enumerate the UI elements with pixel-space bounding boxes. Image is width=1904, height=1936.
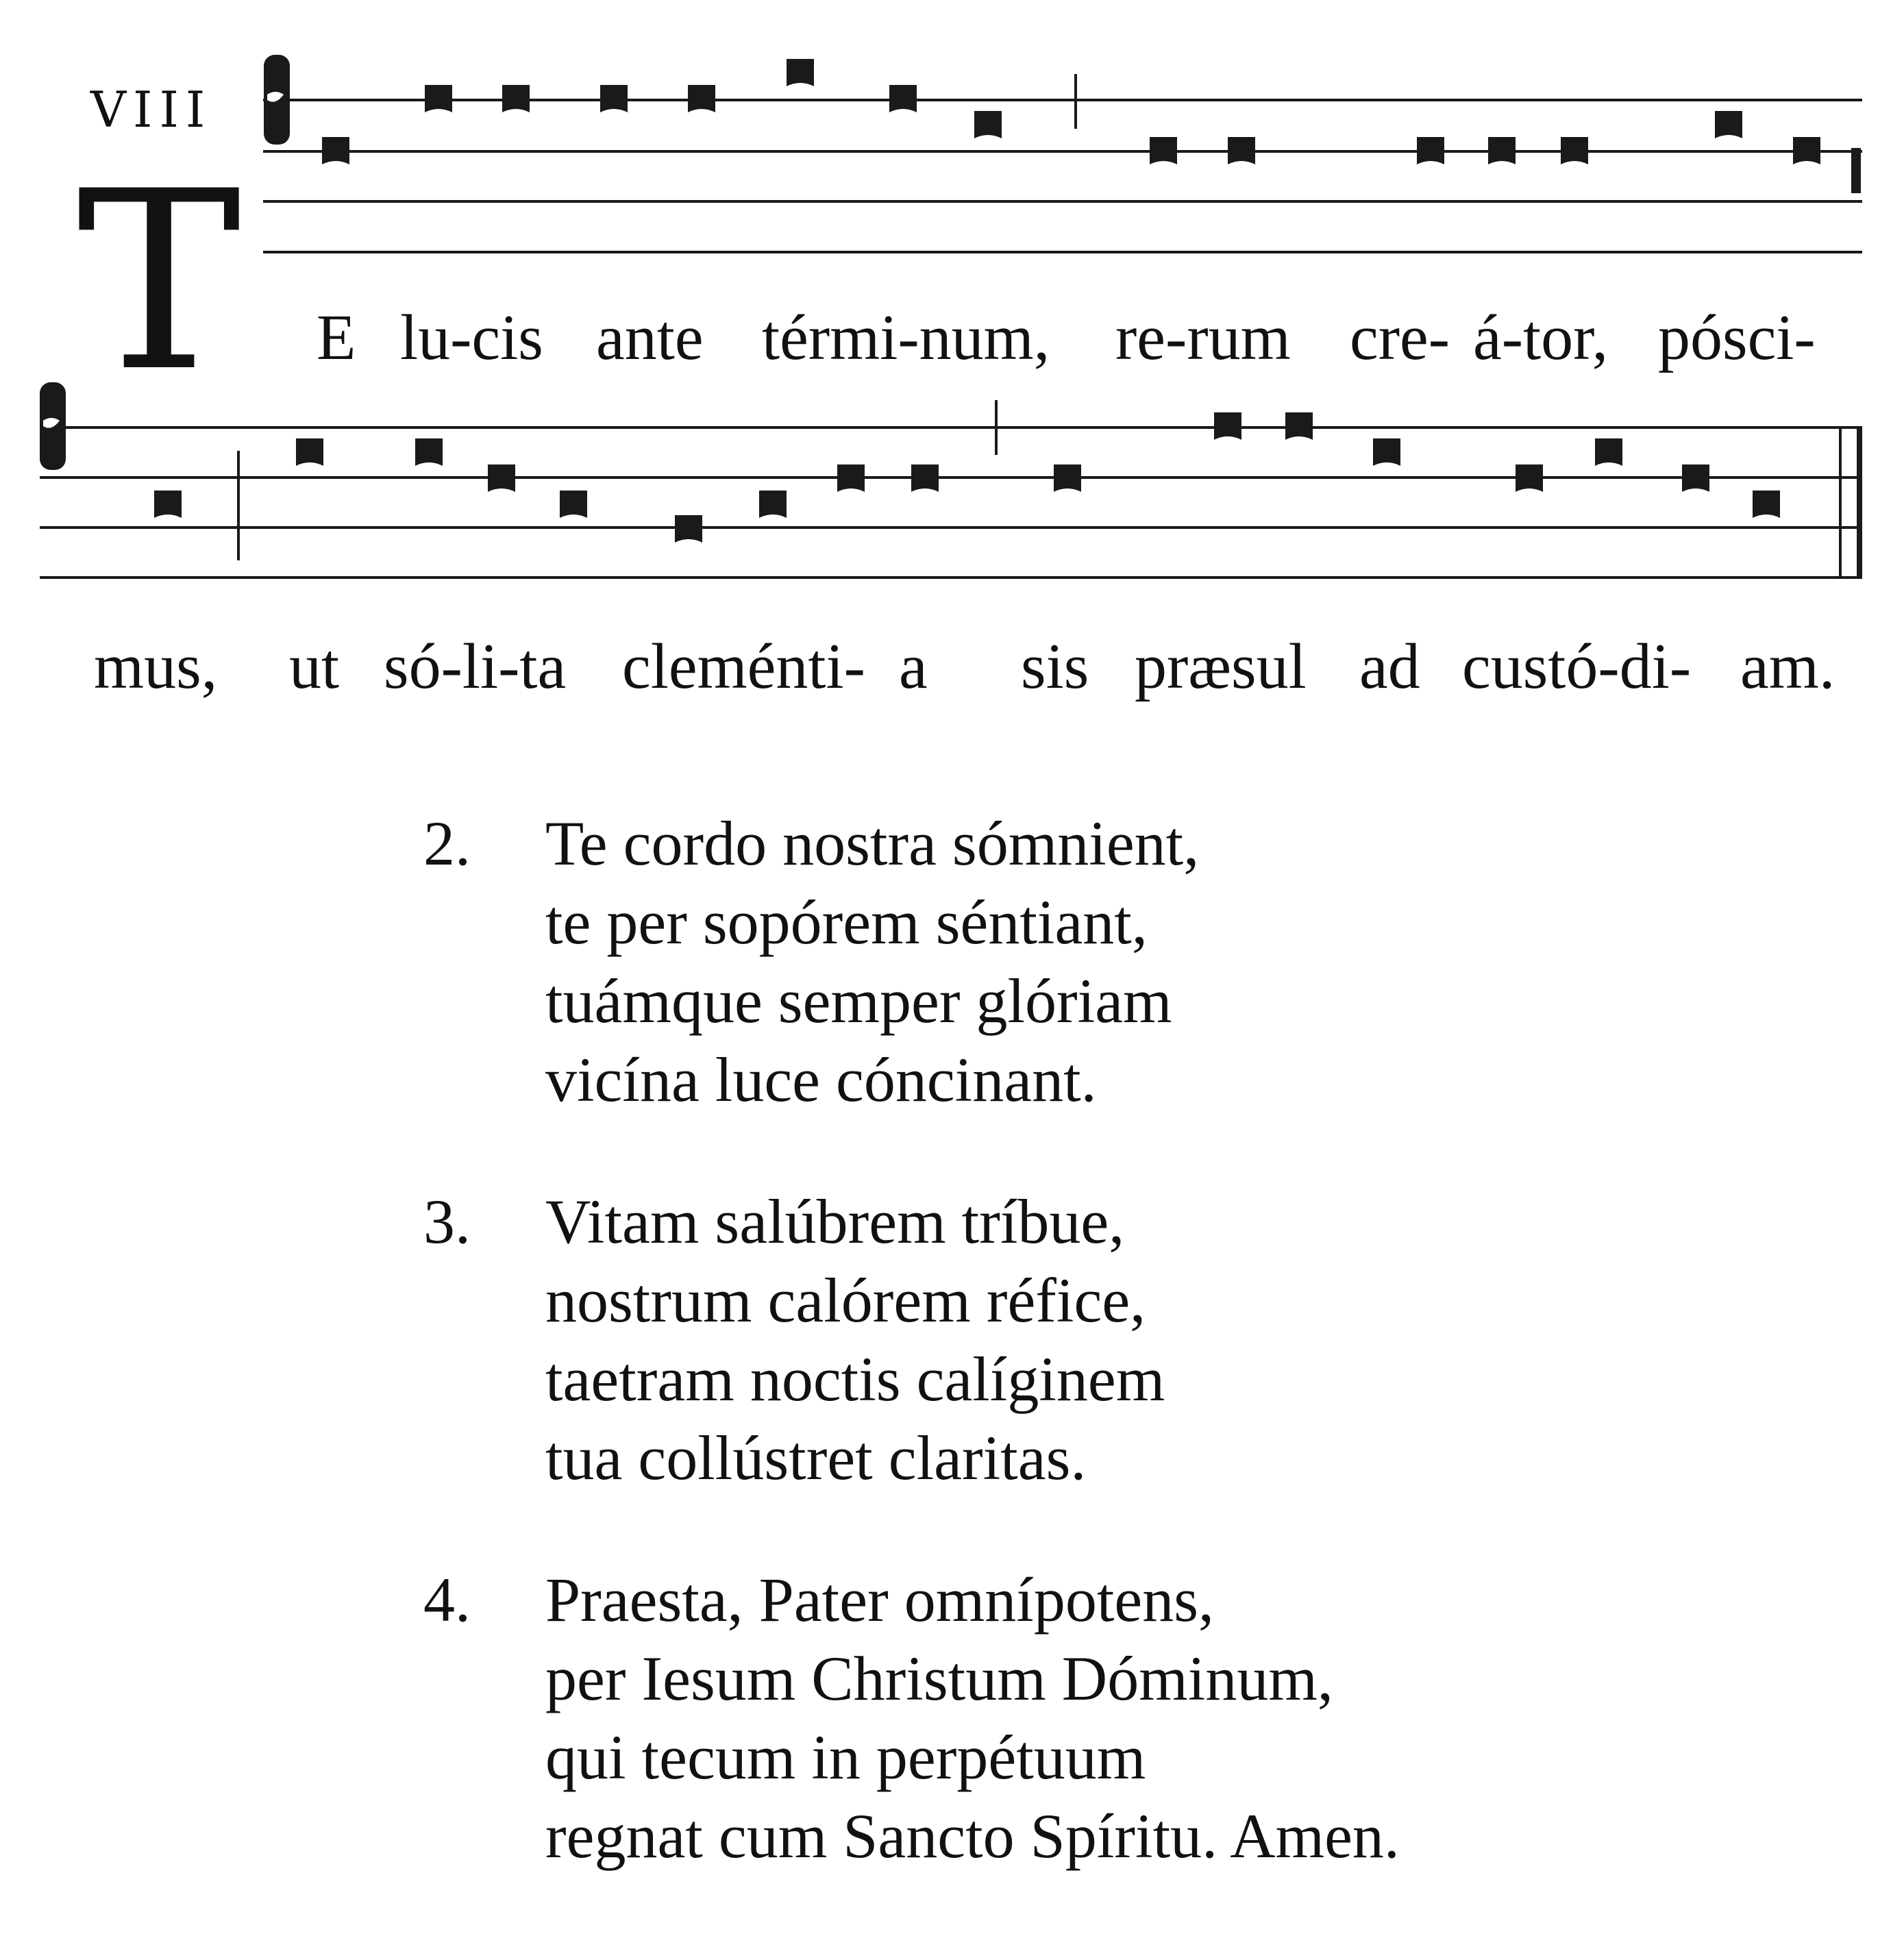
- verse-line: Praesta, Pater omnípotens,: [545, 1565, 1215, 1635]
- punctum-note: [296, 438, 323, 466]
- lyric-syllable: E: [317, 302, 356, 373]
- lyric-syllable: re-rum: [1115, 302, 1291, 373]
- punctum-note: [425, 85, 452, 112]
- verse-line: qui tecum in perpétuum: [545, 1722, 1146, 1792]
- punctum-note: [1417, 137, 1444, 164]
- lyric-syllable: á-tor,: [1473, 302, 1609, 373]
- verse-number: 2.: [423, 808, 471, 878]
- punctum-note: [787, 59, 814, 86]
- punctum-note: [1285, 412, 1313, 440]
- lyric-syllable: térmi-num,: [762, 302, 1050, 373]
- lyric-syllable: ad: [1359, 631, 1420, 702]
- mode-label: VIII: [90, 81, 212, 138]
- punctum-note: [1715, 111, 1742, 138]
- verse-line: Te cordo nostra sómnient,: [545, 808, 1200, 878]
- chant-score: [0, 0, 1904, 767]
- punctum-note: [889, 85, 917, 112]
- punctum-note: [1150, 137, 1177, 164]
- punctum-note: [759, 491, 787, 518]
- lyric-syllable: custó-di-: [1462, 631, 1692, 702]
- verse-line: te per sopórem séntiant,: [545, 887, 1148, 957]
- verse-number: 3.: [423, 1187, 471, 1256]
- punctum-note: [1214, 412, 1241, 440]
- punctum-note: [502, 85, 530, 112]
- lyric-syllable: sis: [1021, 631, 1089, 702]
- lyric-syllable: mus,: [94, 631, 218, 702]
- punctum-note: [600, 85, 628, 112]
- punctum-note: [1561, 137, 1588, 164]
- lyric-syllable: præsul: [1135, 631, 1307, 702]
- punctum-note: [675, 515, 702, 543]
- punctum-note: [911, 464, 939, 492]
- punctum-note: [1682, 464, 1709, 492]
- lyric-syllable: cleménti-: [622, 631, 865, 702]
- initial-letter: T: [77, 138, 242, 425]
- final-double-bar: [1840, 427, 1859, 578]
- verse-line: taetram noctis calíginem: [545, 1344, 1165, 1414]
- verse-line: vicína luce cóncinant.: [545, 1045, 1097, 1115]
- punctum-note: [688, 85, 715, 112]
- punctum-note: [1595, 438, 1622, 466]
- custos-icon: [1851, 148, 1861, 193]
- punctum-note: [322, 137, 349, 164]
- punctum-note: [1373, 438, 1400, 466]
- punctum-note: [488, 464, 515, 492]
- verse-line: Vitam salúbrem tríbue,: [545, 1187, 1125, 1256]
- verse-line: tuámque semper glóriam: [545, 966, 1172, 1036]
- lyric-syllable: ante: [596, 302, 704, 373]
- lyric-syllable: pósci-: [1658, 302, 1816, 373]
- staff-1-lines: [263, 100, 1862, 252]
- lyric-syllable: cre-: [1350, 302, 1450, 373]
- lyric-syllable: só-li-ta: [384, 631, 567, 702]
- punctum-note: [1488, 137, 1516, 164]
- verse-number: 4.: [423, 1565, 471, 1635]
- punctum-note: [1793, 137, 1820, 164]
- punctum-note: [560, 491, 587, 518]
- punctum-note: [1228, 137, 1255, 164]
- punctum-note: [415, 438, 443, 466]
- punctum-note: [154, 491, 182, 518]
- verse-line: nostrum calórem réfice,: [545, 1265, 1146, 1335]
- punctum-note: [1753, 491, 1780, 518]
- punctum-note: [974, 111, 1002, 138]
- lyric-syllable: am.: [1740, 631, 1835, 702]
- lyric-syllable: lu-cis: [400, 302, 543, 373]
- verse-line: regnat cum Sancto Spíritu. Amen.: [545, 1801, 1400, 1871]
- c-clef-icon: [264, 55, 290, 145]
- lyric-syllable: ut: [289, 631, 340, 702]
- lyric-syllable: a: [899, 631, 928, 702]
- verse-line: tua collústret claritas.: [545, 1423, 1087, 1493]
- c-clef-icon: [40, 382, 66, 470]
- staff-1-notes: [322, 59, 1861, 193]
- punctum-note: [1054, 464, 1081, 492]
- punctum-note: [837, 464, 865, 492]
- punctum-note: [1516, 464, 1543, 492]
- verse-line: per Iesum Christum Dóminum,: [545, 1643, 1333, 1713]
